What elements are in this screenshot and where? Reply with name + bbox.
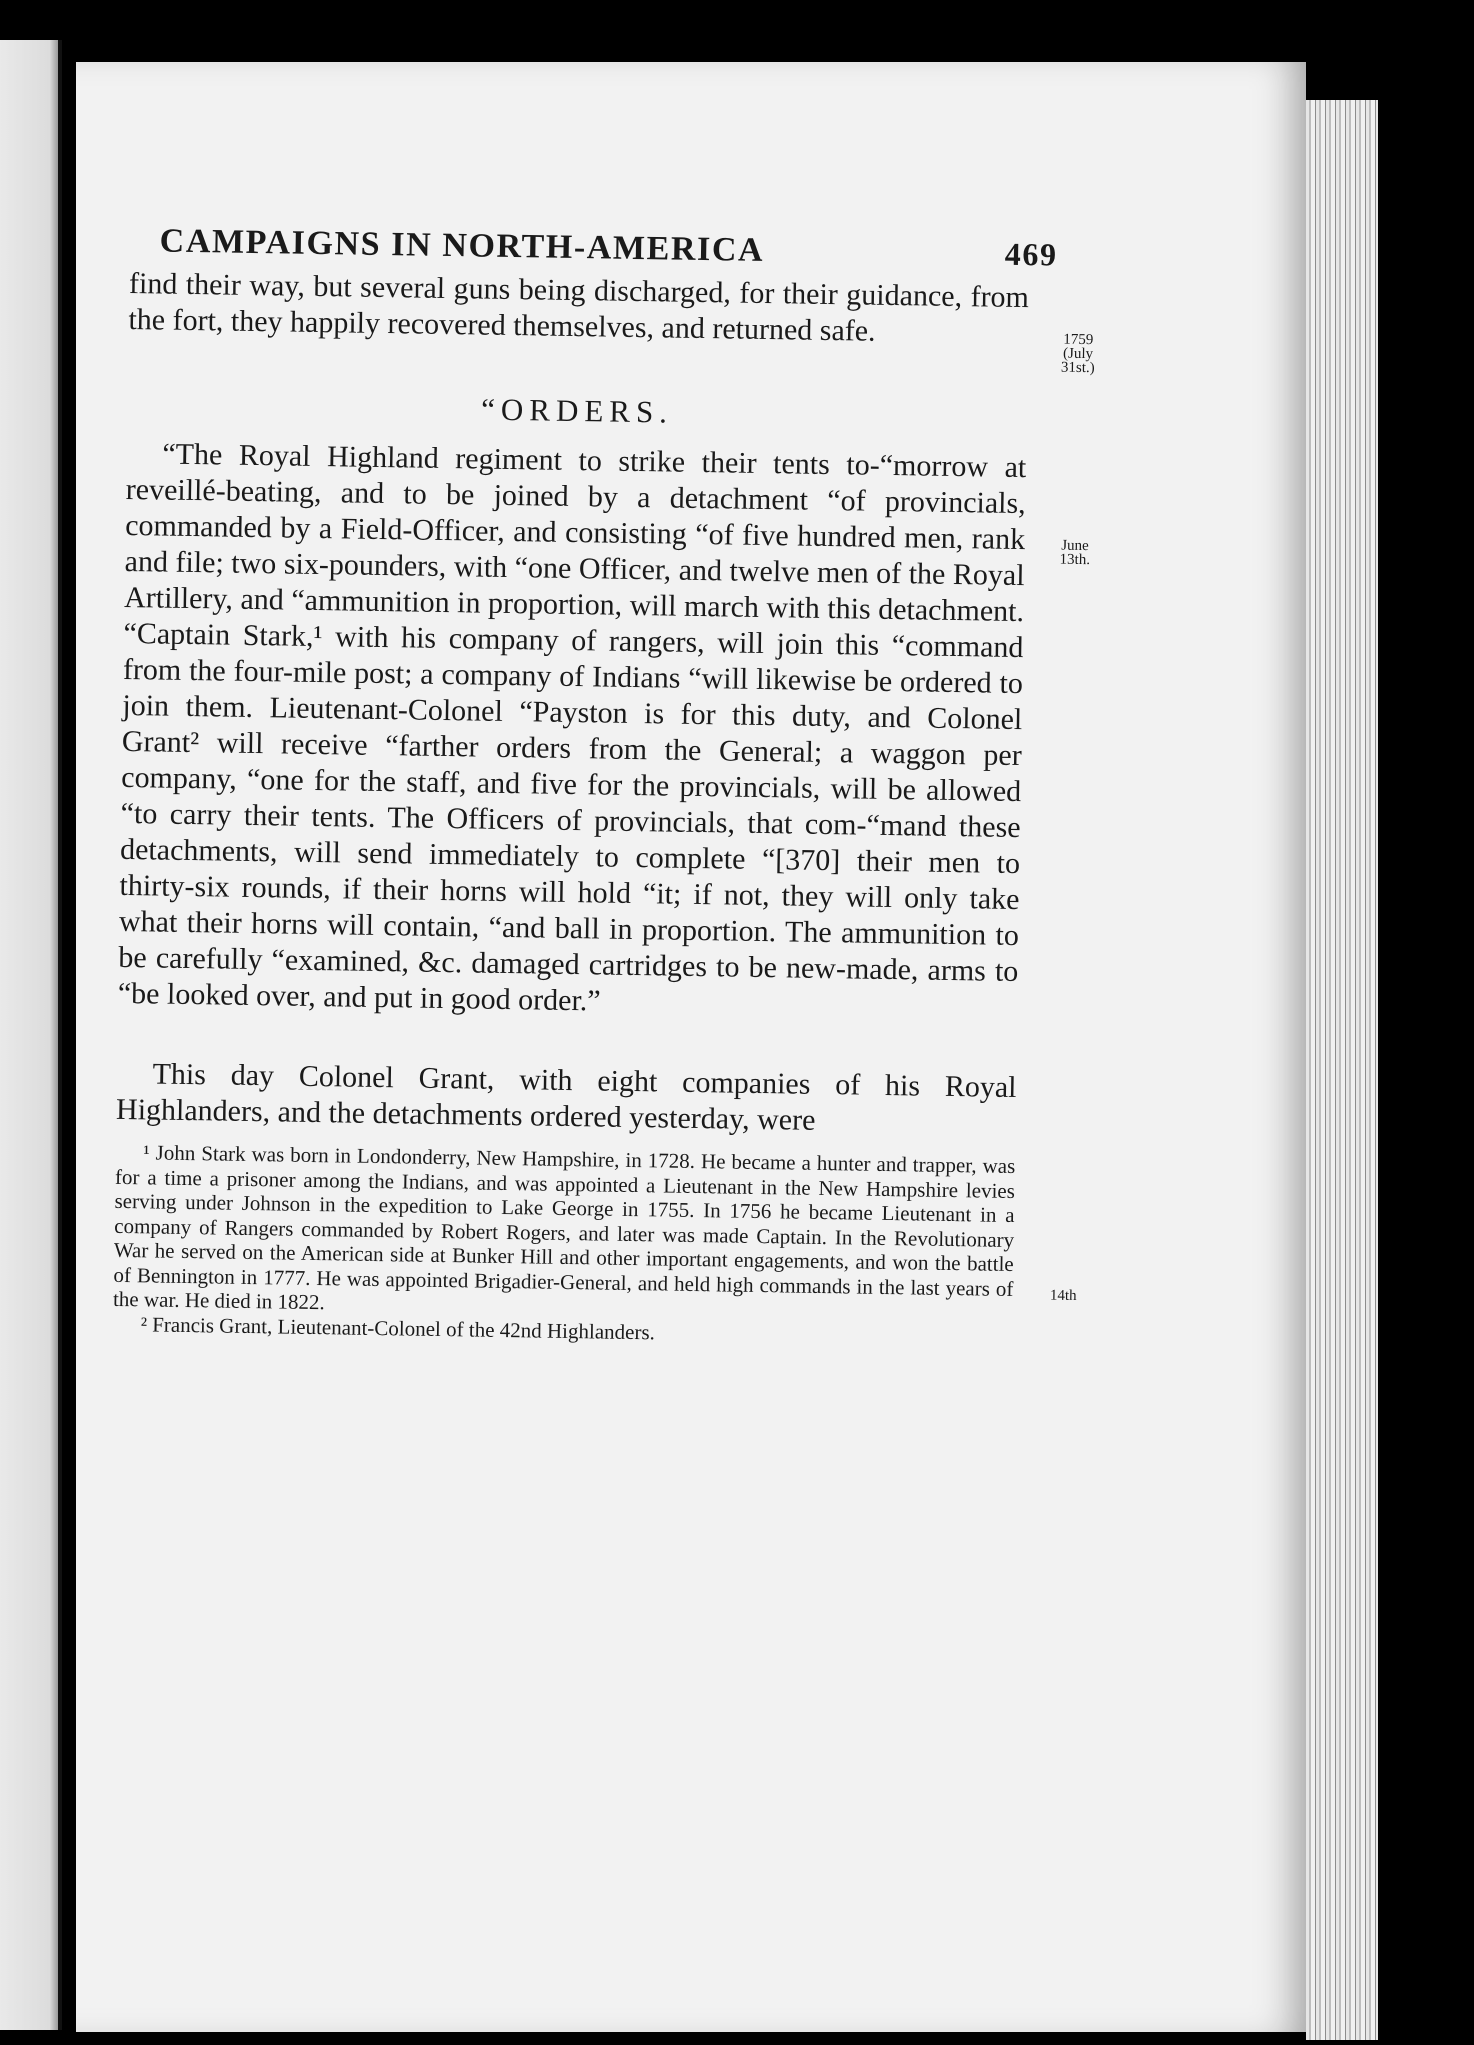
orders-text: “The Royal Highland regiment to strike their tents to-“morrow at reveillé-beating, and to be joined by a detachment “of provincials, commanded by a Field-Officer, and consisting “of five hundred men, rank and file; two six-pounders, with “one Officer, and twelve men of the Royal Artillery, and “ammunition in proportion, will march with this detachment. “Captain Stark,¹ with his company of rangers, will join this “command from the four-mile post; a company of Indians “will likewise be ordered to join them. Lieutenant-Colonel “Payston is for this duty, and Colonel Grant² will receive “farther orders from the General; a waggon per company, “one for the staff, and five for the provincials, will be allowed “to carry their tents. The Officers of provincials, that com-“mand these detachments, will send immediately to complete “[370] their men to thirty-six rounds, if their horns will hold “it; if not, they will only take what their horns will contain, “and ball in proportion. The ammunition to be carefully “examined, &c. damaged cartridges to be new-made, arms to “be looked over, and put in good order.” (117, 437, 1027, 1018)
footnotes (113, 1140, 1016, 1350)
running-head-title: CAMPAIGNS IN NORTH-AMERICA (159, 222, 765, 269)
scan-background (1378, 100, 1474, 2045)
orders-heading: “ORDERS. (480, 391, 674, 430)
margin-note-14th: 14th (1049, 1287, 1077, 1304)
closing-paragraph: This day Colonel Grant, with eight companies of his Royal Highlanders, and the detachments ordered yesterday, were (115, 1057, 1017, 1137)
page-number: 469 (1004, 235, 1058, 273)
footnote-1: ¹ John Stark was born in Londonderry, New Hampshire, in 1728. He became a hunter and trapper, was for a time a prisoner among the Indians, and was appointed a Lieutenant in the New Hampshire levies serving under Johnson in the expedition to Lake George in 1755. In 1756 he became Lieutenant in a company of Rangers commanded by Robert Rogers, and later was made Captain. In the Revolutionary War he served on the American side at Bunker Hill and other important engagements, and won the battle of Bennington in 1777. He was appointed Brigadier-General, and held high commands in the last years of the war. He died in 1822. (112, 1140, 1016, 1315)
adjacent-page-edge (0, 40, 62, 2030)
margin-note-july: 1759 (July 31st.) (1060, 331, 1095, 377)
opening-paragraph: find their way, but several guns being discharged, for their guidance, from the fort, they happily recovered themselves, and returned safe. (128, 266, 1030, 348)
page-text-block (112, 222, 1095, 1350)
margin-note-june: June 13th. (1059, 537, 1091, 569)
footnote-2: ² Francis Grant, Lieutenant-Colonel of the 42nd Highlanders. (140, 1311, 656, 1344)
page-stack-edge (1306, 100, 1378, 2040)
